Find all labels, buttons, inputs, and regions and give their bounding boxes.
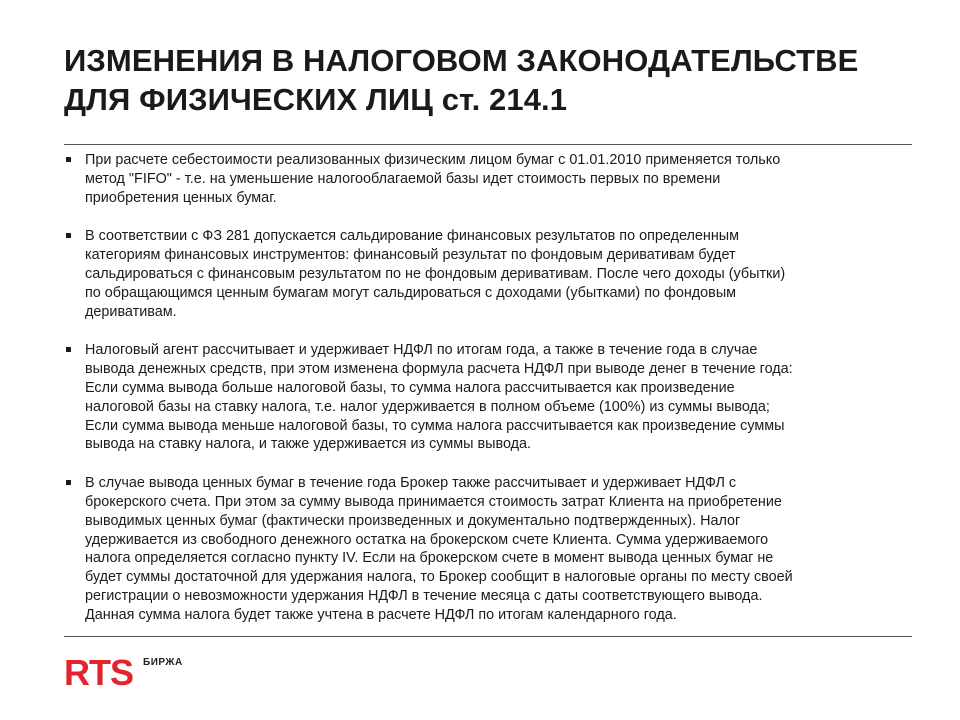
bullet-text <box>85 474 914 624</box>
bullet-list <box>64 151 914 645</box>
bullet-line: Если сумма вывода меньше налоговой базы, то сумма налога рассчитывается как произведение суммы <box>85 417 785 434</box>
bullet-line: приобретения ценных бумаг. <box>85 189 277 206</box>
bullet-line: категориям финансовых инструментов: финансовый результат по фондовым деривативам будет <box>85 247 736 264</box>
bullet-item <box>64 227 914 321</box>
bullet-line: брокерского счета. При этом за сумму вывода принимается стоимость затрат Клиента на приобретение <box>85 493 782 510</box>
bullet-item <box>64 474 914 624</box>
bullet-text <box>85 341 914 454</box>
bullet-text <box>85 227 914 321</box>
bullet-line: Данная сумма налога будет также учтена в расчете НДФЛ по итогам календарного года. <box>85 606 677 623</box>
bullet-line: В случае вывода ценных бумаг в течение года Брокер также рассчитывает и удерживает НДФЛ с <box>85 475 737 492</box>
rts-wordmark-text: RTS <box>64 654 133 690</box>
bullet-line: Налоговый агент рассчитывает и удерживает НДФЛ по итогам года, а также в течение года в случае <box>85 342 758 359</box>
bullet-marker-icon <box>66 233 71 238</box>
bullet-line: будет суммы достаточной для удержания налога, то Брокер сообщит в налоговые органы по месту своей <box>85 569 793 586</box>
slide-title <box>64 41 924 119</box>
slide-title-line: ДЛЯ ФИЗИЧЕСКИХ ЛИЦ ст. 214.1 <box>64 82 568 117</box>
slide-title-line: ИЗМЕНЕНИЯ В НАЛОГОВОМ ЗАКОНОДАТЕЛЬСТВЕ <box>64 43 859 78</box>
title-divider <box>64 144 912 145</box>
logo-subtitle: БИРЖА <box>143 657 183 668</box>
bullet-line: В соответствии с ФЗ 281 допускается сальдирование финансовых результатов по определенным <box>85 228 740 245</box>
footer-divider <box>64 636 912 637</box>
bullet-line: вывода денежных средств, при этом изменена формула расчета НДФЛ при выводе денег в течение года: <box>85 361 793 378</box>
bullet-marker-icon <box>66 347 71 352</box>
bullet-line: удерживается из свободного денежного остатка на брокерском счете Клиента. Сумма удерживаемого <box>85 531 769 548</box>
bullet-line: сальдироваться с финансовым результатом по не фондовым деривативам. После чего доходы (убытки) <box>85 265 786 282</box>
bullet-line: деривативам. <box>85 303 177 320</box>
rts-wordmark-icon <box>64 654 142 690</box>
bullet-line: по обращающимся ценным бумагам могут сальдироваться с доходами (убытками) по фондовым <box>85 284 737 301</box>
bullet-marker-icon <box>66 480 71 485</box>
bullet-line: метод "FIFO" - т.е. на уменьшение налогооблагаемой базы идет стоимость первых по времени <box>85 170 721 187</box>
bullet-line: При расчете себестоимости реализованных физическим лицом бумаг с 01.01.2010 применяется только <box>85 152 781 168</box>
bullet-item <box>64 151 914 207</box>
bullet-line: вывода на ставку налога, и также удерживается из суммы вывода. <box>85 436 532 453</box>
bullet-line: выводимых ценных бумаг (фактически произведенных и документально подтвержденных). Налог <box>85 512 741 529</box>
bullet-line: Если сумма вывода больше налоговой базы, то сумма налога рассчитывается как произведение <box>85 379 735 396</box>
bullet-marker-icon <box>66 157 71 162</box>
bullet-item <box>64 341 914 454</box>
bullet-text <box>85 151 914 207</box>
bullet-line: налоговой базы на ставку налога, т.е. налог удерживается в полном объеме (100%) из суммы вывода; <box>85 398 770 415</box>
bullet-line: регистрации о невозможности удержания НДФЛ в течение месяца с даты соответствующего вывода. <box>85 587 763 604</box>
bullet-line: налога определяется согласно пункту IV. Если на брокерском счете в момент вывода ценных бумаг не <box>85 550 774 567</box>
